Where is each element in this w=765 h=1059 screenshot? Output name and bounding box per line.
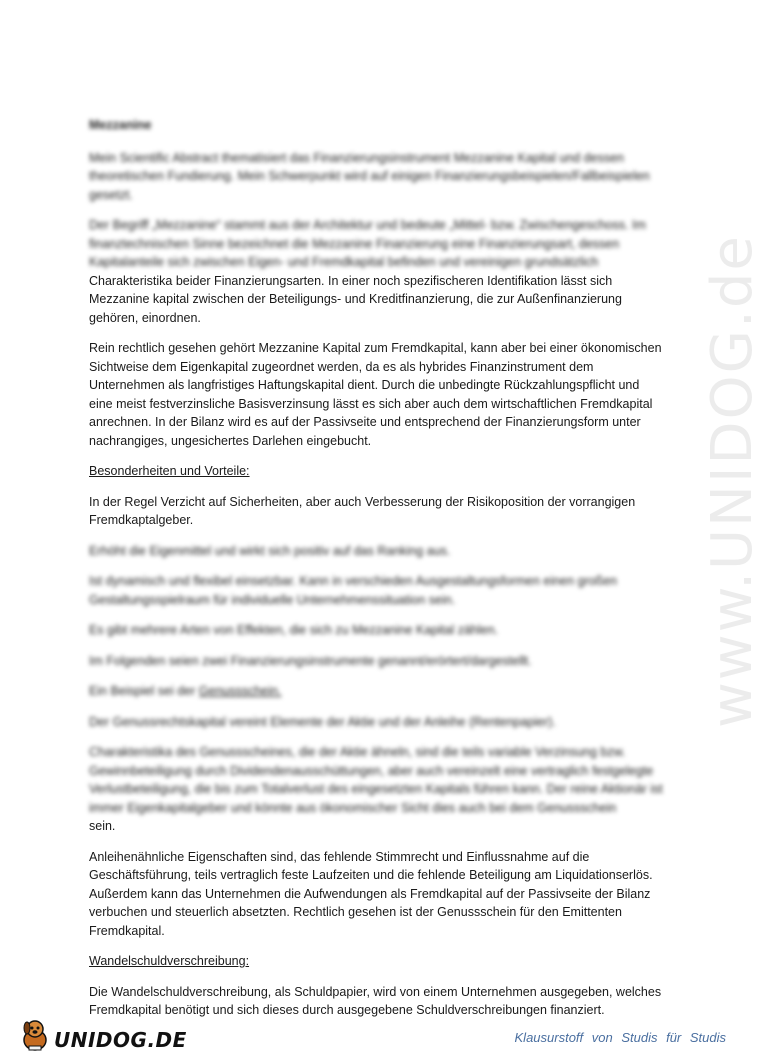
advantages-heading: Besonderheiten und Vorteile: [89, 464, 250, 478]
following-paragraph: Im Folgenden seien zwei Finanzierungsinstrumente genannt/erörtert/dargestellt. [89, 653, 532, 668]
logo-text: UNIDOG.DE [54, 1028, 187, 1052]
watermark: www.UNIDOG.de [700, 234, 765, 728]
intro-paragraph: Mein Scientific Abstract thematisiert das Finanzierungsinstrument Mezzanine Kapital und dessen theoretischen Fundierung. Mein Schwerpunkt wird auf einigen Finanzierungsbeispielen/Fallbeispielen gesetzt. [89, 150, 650, 202]
dog-mascot-icon [20, 1018, 50, 1052]
convertible-paragraph: Die Wandelschuldverschreibung, als Schuldpapier, wird von einem Unternehmen ausgegeben, welches Fremdkapital benötigt und sich dieses durch ausgegebene Schuldverschreibungen finanziert. [89, 984, 662, 1017]
genussschein-link: Genussschein. [198, 684, 282, 698]
unidog-logo [20, 1016, 187, 1052]
definition-visible: Charakteristika beider Finanzierungsarten. In einer noch spezifischeren Identifikation lässt sich Mezzanine kapital zwischen der Beteiligungs- und Kreditfinanzierung, die zur Außenfinanzierung gehören, einordnen. [89, 273, 622, 325]
section-title: Mezzanine [89, 118, 152, 132]
bond-traits-paragraph: Anleihenähnliche Eigenschaften sind, das fehlende Stimmrecht und Einflussnahme auf die Geschäftsführung, teils vertraglich feste Laufzeiten und die fehlende Beteiligung am Liquidationserlös. Außerdem kann das Unternehmen die Aufwendungen als Fremdkapital auf der Passivseite der Bilanz verbuchen und steuerlich absetzten. Rechtlich gesehen ist der Genussschein für den Emittenten Fremdkapital. [89, 849, 653, 938]
definition-blurred: Der Begriff „Mezzanine“ stammt aus der Architektur und bedeute „Mittel- bzw. Zwischengeschoss. Im finanztechnischen Sinne bezeichnet die Mezzanine Finanzierung eine Finanzierungsart, dessen Kapitalanteile sich zwischen Eigen- und Fremdkapital befinden und vereinigen grundsätzlich [89, 218, 646, 269]
genuss-characteristics-visible: sein. [89, 819, 116, 833]
advantage-1: In der Regel Verzicht auf Sicherheiten, aber auch Verbesserung der Risikoposition der vorrangigen Fremdkaptalgeber. [89, 494, 636, 527]
advantage-2: Erhöht die Eigenmittel und wirkt sich positiv auf das Ranking aus. [89, 543, 451, 558]
document-body [89, 116, 664, 1020]
genuss-characteristics-blurred: Charakteristika des Genussscheines, die der Aktie ähneln, sind die teils variable Verzinsung bzw. Gewinnbeteiligung durch Dividendenausschüttungen, aber auch vereinzelt eine vertraglich festgelegte Verlustbeteiligung, die bis zum Totalverlust des eingesetzten Kapitals führen kann. Der reine Aktionär ist immer Eigenkapitalgeber und könnte aus ökonomischer Sicht dies auch bei dem Genussschein [89, 745, 663, 815]
example-paragraph [89, 682, 664, 701]
effects-paragraph: Es gibt mehrere Arten von Effekten, die sich zu Mezzanine Kapital zählen. [89, 623, 499, 637]
legal-paragraph: Rein rechtlich gesehen gehört Mezzanine Kapital zum Fremdkapital, kann aber bei einer ökonomischen Sichtweise dem Eigenkapital zugeordnet werden, da es als hybrides Finanzinstrument dem Unternehmen als langfristiges Haftungskapital dient. Durch die unbedingte Rückzahlungspflicht und eine meist festverzinsliche Basisverzinsung lässt es sich aber auch dem wirtschaftlichen Fremdkapital anrechnen. In der Bilanz wird es auf der Passivseite und entsprechend der Finanzierungsform unter nachrangiges, ungesichertes Darlehen eingebucht. [89, 341, 662, 448]
example-prefix: Ein Beispiel sei der [89, 684, 199, 698]
footer-tagline: Klausurstoff von Studis für Studis [514, 1030, 726, 1045]
convertible-heading: Wandelschuldverschreibung: [89, 954, 250, 968]
advantage-3: Ist dynamisch und flexibel einsetzbar. Kann in verschieden Ausgestaltungsformen einen großen Gestaltungsspielraum für individuelle Unternehmenssituation sein. [89, 574, 618, 607]
genuss-definition: Der Genussrechtskapital vereint Elemente der Aktie und der Anleihe (Rentenpapier). [89, 714, 556, 729]
